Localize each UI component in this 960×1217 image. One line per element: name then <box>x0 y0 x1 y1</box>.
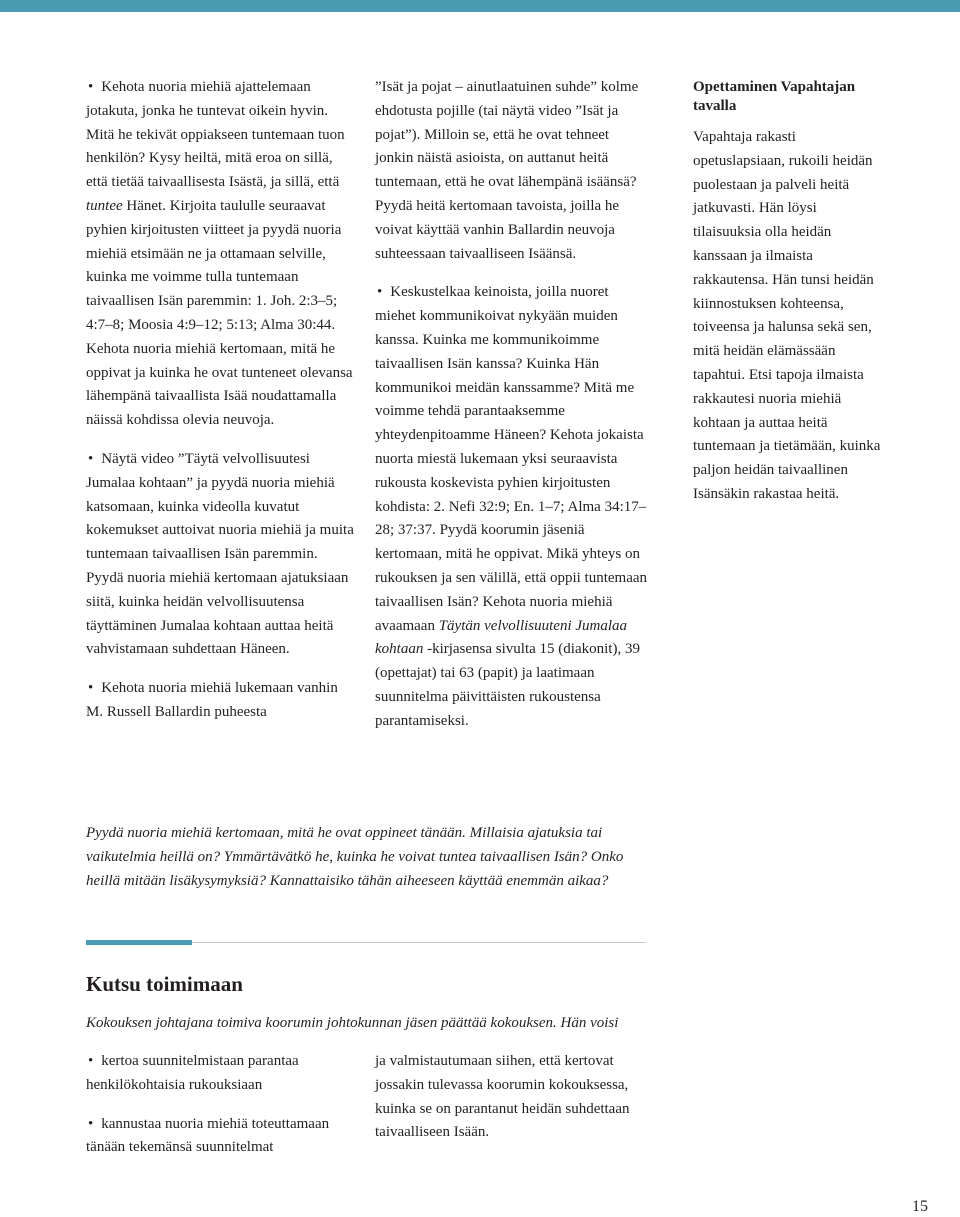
bullet-text: Kehota nuoria miehiä ajattelemaan jotakuta, jonka he tuntevat oikein hyvin. Mitä he tekivät oppiakseen tuntemaan tuon henkilön? Kysy heiltä, mitä eroa on sillä, että tietää taivaallisesta Isästä, ja sillä, että <box>86 79 345 191</box>
activity-bullet-4 <box>375 281 647 733</box>
emphasis-text: tuntee <box>86 197 123 214</box>
bullet-icon: • <box>88 680 94 697</box>
activity-bullet-3 <box>86 677 356 725</box>
activity-continuation: ”Isät ja pojat – ainutlaatuinen suhde” kolme ehdotusta pojille (tai näytä video ”Isät ja pojat”). Milloin se, että he ovat tehneet jonkin näistä asioista, on auttanut heitä tuntemaan, että he ovat lähempänä isäänsä? Pyydä heitä kertomaan tavoista, joilla he voivat käyttää vanhin Ballardin neuvoja suhteessaan taivaalliseen Isäänsä. <box>375 79 639 262</box>
bullet-text: Keskustelkaa keinoista, joilla nuoret miehet kommunikoivat nykyään muiden kanssa. Kuinka me kommunikoimme taivaallisen Isän kanssa? Kuinka Hän kommunikoi meidän kanssamme? Mitä me voimme tehdä parantaaksemme yhteydenpitoamme Häneen? Kehota jokaista nuorta miestä lukemaan yksi seuraavista rukousta koskevista pyhien kirjoitusten kohdista: 2. Nefi 32:9; En. 1–7; Alma 34:17–28; 37:37. Pyydä koorumin jäseniä kertomaan, mitä he oppivat. Mikä yhteys on rukouksen ja sen välillä, että oppii tuntemaan taivaallisen Isän? Kehota nuoria miehiä avaamaan <box>375 284 648 634</box>
action-continuation: ja valmistautumaan siihen, että kertovat jossakin tulevassa koorumin kokouksessa, kuinka se on parantanut heidän suhdettaan taivaalliseen Isään. <box>375 1053 630 1141</box>
sidebar-heading: Opettaminen Vapahtajan tavalla <box>693 79 856 114</box>
column-2 <box>375 76 647 749</box>
bullet-text: Näytä video ”Täytä velvollisuutesi Jumalaa kohtaan” ja pyydä nuoria miehiä katsomaan, kuinka videolla kuvatut kokemukset auttoivat nuoria miehiä ja muita tuntemaan taivaallisen Isän paremmin. Pyydä nuoria miehiä kertomaan ajatuksiaan siitä, kuinka heidän velvollisuutensa täyttäminen Jumalaa kohtaan auttaa heitä vahvistamaan suhdettaan Häneen. <box>86 450 354 658</box>
top-accent-bar <box>0 0 960 12</box>
section-title: Kutsu toimimaan <box>86 972 243 996</box>
bullet-text: kannustaa nuoria miehiä toteuttamaan tänään tekemänsä suunnitelmat <box>86 1115 330 1156</box>
bullet-icon: • <box>88 450 94 467</box>
column-1 <box>86 76 356 740</box>
sidebar <box>693 76 888 507</box>
section-intro: Kokouksen johtajana toimiva koorumin johtokunnan jäsen päättää kokouksen. Hän voisi <box>86 1015 619 1031</box>
bullet-icon: • <box>88 1053 94 1069</box>
bullet-text: kertoa suunnitelmistaan parantaa henkilökohtaisia rukouksiaan <box>86 1053 299 1093</box>
page-number: 15 <box>912 1198 928 1215</box>
bullet-text: Hänet. Kirjoita taululle seuraavat pyhien kirjoitusten viitteet ja pyydä nuoria miehiä etsimään ne ja ottamaan selville, kuinka me voimme tulla tuntemaan taivaallisen Isän paremmin: 1. Joh. 2:3–5; 4:7–8; Moosia 4:9–12; 5:13; Alma 30:44. Kehota nuoria miehiä kertomaan, mitä he oppivat ja kuinka he ovat tunteneet olevansa lähempänä taivaallista Isää noudattamalla näissä kohdissa olevia neuvoja. <box>86 197 353 429</box>
bullet-icon: • <box>377 284 383 301</box>
section-divider <box>86 940 646 946</box>
activity-bullet-1 <box>86 76 356 433</box>
divider-rule <box>192 942 646 943</box>
bullet-text: Kehota nuoria miehiä lukemaan vanhin M. Russell Ballardin puheesta <box>86 680 338 720</box>
bullet-icon: • <box>88 1115 94 1132</box>
activity-bullet-2 <box>86 448 356 662</box>
action-bullet-1 <box>86 1050 361 1098</box>
sidebar-text: Vapahtaja rakasti opetuslapsiaan, rukoili heidän puolestaan ja palveli heitä jatkuvasti. Hän löysi tilaisuuksia olla heidän kanssaan ja ilmaista rakkautensa. Hän tunsi heidän kiinnostuksen kohteensa, toiveensa ja halunsa sekä sen, mitä heidän elämässään tapahtui. Etsi tapoja ilmaista rakkautesi nuoria miehiä kohtaan ja auttaa heitä tuntemaan ja tietämään, kuinka paljon heidän taivaallinen Isänsäkin rakastaa heitä. <box>693 129 881 502</box>
reflection-prompt: Pyydä nuoria miehiä kertomaan, mitä he ovat oppineet tänään. Millaisia ajatuksia tai vaikutelmia heillä on? Ymmärtävätkö he, kuinka he voivat tuntea taivaallisen Isän? Onko heillä mitään lisäkysymyksiä? Kannattaisiko tähän aiheeseen käyttää enemmän aikaa? <box>86 825 624 889</box>
booklet-title: Täytän velvollisuuteni Jumalaa kohtaan <box>375 617 628 658</box>
bullet-icon: • <box>88 79 94 95</box>
action-column-1 <box>86 1050 361 1175</box>
action-column-2 <box>375 1050 650 1145</box>
divider-accent <box>86 940 192 945</box>
action-bullet-2 <box>86 1113 361 1161</box>
bullet-text: -kirjasensa sivulta 15 (diakonit), 39 (opettajat) tai 63 (papit) ja laatimaan suunnitelma päivittäisten rukoustensa parantamiseksi. <box>375 641 640 729</box>
